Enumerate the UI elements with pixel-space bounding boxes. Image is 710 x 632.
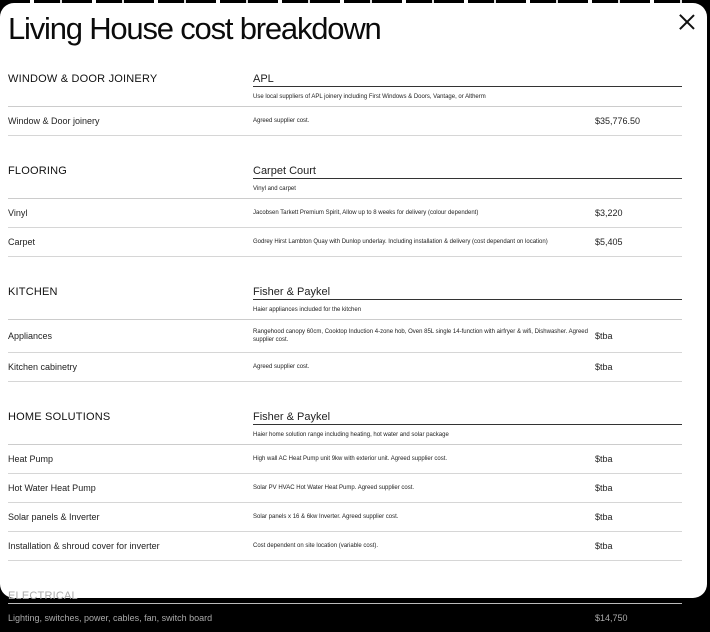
table-row xyxy=(8,503,682,532)
item-price: $tba xyxy=(595,512,613,522)
table-row xyxy=(8,228,682,257)
section-description: Haier appliances included for the kitchen xyxy=(253,306,362,313)
item-name: Lighting, switches, power, cables, fan, switch board xyxy=(8,613,213,623)
table-row xyxy=(8,107,682,136)
item-price: $3,220 xyxy=(595,208,623,218)
item-name: Solar panels & Inverter xyxy=(8,512,100,522)
table-row xyxy=(8,604,682,632)
section-title: WINDOW & DOOR JOINERY xyxy=(8,73,158,85)
section-supplier: Fisher & Paykel xyxy=(253,411,331,423)
item-price: $5,405 xyxy=(595,237,623,247)
item-price: $tba xyxy=(595,454,613,464)
table-row xyxy=(8,532,682,561)
section-description: Haier home solution range including heating, hot water and solar package xyxy=(253,431,449,438)
item-name: Window & Door joinery xyxy=(8,116,100,126)
section-title: ELECTRICAL xyxy=(8,590,78,602)
cost-breakdown-modal xyxy=(0,3,707,623)
item-name: Installation & shroud cover for inverter xyxy=(8,541,160,551)
item-description: Agreed supplier cost. xyxy=(253,118,310,124)
item-description: Godrey Hirst Lambton Quay with Dunlop underlay. Including installation & delivery (cost dependant on location) xyxy=(253,239,548,245)
section-divider xyxy=(8,603,682,604)
section-divider xyxy=(253,86,682,87)
item-description: Rangehood canopy 60cm, Cooktop Induction 4-zone hob, Oven 85L single 14-function with airfryer & wifi, Dishwasher. Agreed supplier cost. xyxy=(253,329,588,343)
section-description: Vinyl and carpet xyxy=(253,185,296,192)
section-divider xyxy=(253,424,682,425)
section-divider xyxy=(253,178,682,179)
section-kitchen xyxy=(8,276,682,382)
section-electrical xyxy=(8,580,682,632)
item-description: Cost dependent on site location (variable cost). xyxy=(253,543,379,549)
item-name: Hot Water Heat Pump xyxy=(8,483,96,493)
section-flooring xyxy=(8,155,682,257)
item-price: $14,750 xyxy=(595,613,628,623)
item-price: $tba xyxy=(595,362,613,372)
item-price: $tba xyxy=(595,331,613,341)
item-description: Solar panels x 16 & 6kw Inverter. Agreed supplier cost. xyxy=(253,514,399,520)
section-home-solutions xyxy=(8,401,682,561)
section-title: FLOORING xyxy=(8,165,68,177)
cost-table xyxy=(8,63,682,632)
section-title: KITCHEN xyxy=(8,286,58,298)
item-description: Jacobsen Tarkett Premium Spirit, Allow up to 8 weeks for delivery (colour dependent) xyxy=(253,210,479,216)
item-description: High wall AC Heat Pump unit 9kw with exterior unit. Agreed supplier cost. xyxy=(253,456,448,462)
item-price: $tba xyxy=(595,541,613,551)
section-divider xyxy=(253,299,682,300)
item-name: Heat Pump xyxy=(8,454,54,464)
table-row xyxy=(8,353,682,382)
section-description: Use local suppliers of APL joinery including First Windows & Doors, Vantage, or Altherm xyxy=(253,93,486,100)
modal-title: Living House cost breakdown xyxy=(8,11,381,46)
item-price: $tba xyxy=(595,483,613,493)
item-name: Appliances xyxy=(8,331,53,341)
table-row xyxy=(8,445,682,474)
section-supplier: Carpet Court xyxy=(253,165,316,177)
section-window-door-joinery xyxy=(8,63,682,136)
table-row xyxy=(8,320,682,353)
table-row xyxy=(8,474,682,503)
section-title: HOME SOLUTIONS xyxy=(8,411,111,423)
item-description: Solar PV HVAC Hot Water Heat Pump. Agreed supplier cost. xyxy=(253,485,415,491)
item-price: $35,776.50 xyxy=(595,116,641,126)
item-name: Vinyl xyxy=(8,208,28,218)
close-icon[interactable] xyxy=(677,12,697,32)
item-name: Carpet xyxy=(8,237,36,247)
table-row xyxy=(8,199,682,228)
section-supplier: APL xyxy=(253,73,274,85)
section-supplier: Fisher & Paykel xyxy=(253,286,331,298)
item-name: Kitchen cabinetry xyxy=(8,362,78,372)
item-description: Agreed supplier cost. xyxy=(253,364,310,370)
